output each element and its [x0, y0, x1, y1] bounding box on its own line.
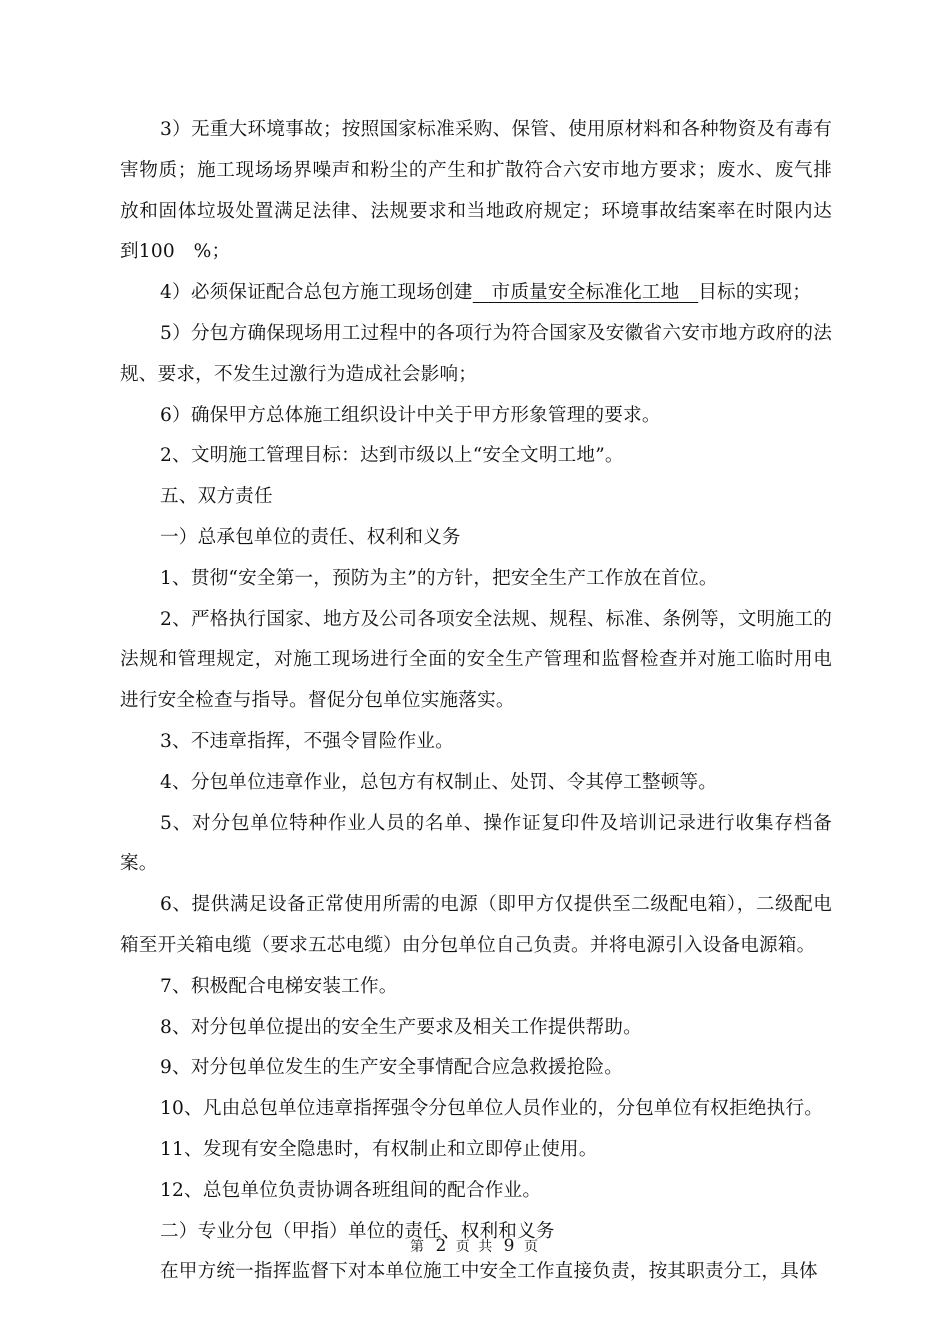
paragraph-civilized-goal: 2、文明施工管理目标：达到市级以上“安全文明工地”。	[160, 445, 624, 467]
subsection-heading-contractor: 一）总承包单位的责任、权利和义务	[160, 526, 461, 548]
paragraph-standardization-goal	[120, 273, 832, 314]
list-item-12: 12、总包单位负责协调各班组间的配合作业。	[160, 1179, 542, 1201]
footer-suffix: 页	[523, 1239, 540, 1255]
list-item-5: 5、对分包单位特种作业人员的名单、操作证复印件及培训记录进行收集存档备案。	[120, 812, 832, 875]
paragraph-subcontractor-intro: 在甲方统一指挥监督下对本单位施工中安全工作直接负责，按其职责分工，具体	[160, 1261, 818, 1283]
goal-underlined-text: 市质量安全标准化工地	[472, 282, 699, 304]
list-item-11: 11、发现有安全隐患时，有权制止和立即停止使用。	[160, 1138, 598, 1160]
document-body	[120, 110, 832, 1293]
subsection-heading-subcontractor: 二）专业分包（甲指）单位的责任、权利和义务	[160, 1220, 555, 1242]
goal-prefix: 4）必须保证配合总包方施工现场创建	[160, 282, 473, 304]
paragraph-image-management: 6）确保甲方总体施工组织设计中关于甲方形象管理的要求。	[160, 404, 661, 426]
footer-middle: 页 共	[455, 1239, 495, 1255]
list-item-7: 7、积极配合电梯安装工作。	[160, 975, 398, 997]
list-item-8: 8、对分包单位提出的安全生产要求及相关工作提供帮助。	[160, 1016, 642, 1038]
list-item-1: 1、贯彻“安全第一，预防为主”的方针，把安全生产工作放在首位。	[160, 567, 718, 589]
list-item-9: 9、对分包单位发生的生产安全事情配合应急救援抢险。	[160, 1057, 624, 1079]
paragraph-env-goal: 3）无重大环境事故；按照国家标准采购、保管、使用原材料和各种物资及有毒有害物质；施工现场场界噪声和粉尘的产生和扩散符合六安市地方要求；废水、废气排放和固体垃圾处置满足法律、法规要求和当地政府规定；环境事故结案率在时限内达到100 %；	[120, 119, 832, 263]
total-page-count: 9	[503, 1236, 515, 1256]
paragraph-employment-conduct: 5）分包方确保现场用工过程中的各项行为符合国家及安徽省六安市地方政府的法规、要求，不发生过激行为造成社会影响；	[120, 322, 832, 385]
list-item-4: 4、分包单位违章作业，总包方有权制止、处罚、令其停工整顿等。	[160, 771, 718, 793]
list-item-6: 6、提供满足设备正常使用所需的电源（即甲方仅提供至二级配电箱），二级配电箱至开关箱电缆（要求五芯电缆）由分包单位自己负责。并将电源引入设备电源箱。	[120, 894, 832, 956]
list-item-10: 10、凡由总包单位违章指挥强令分包单位人员作业的，分包单位有权拒绝执行。	[160, 1098, 824, 1120]
section-heading-responsibilities: 五、双方责任	[160, 486, 273, 508]
page-footer	[0, 1236, 950, 1256]
goal-suffix: 目标的实现；	[698, 282, 812, 304]
footer-prefix: 第	[410, 1239, 427, 1255]
list-item-2: 2、严格执行国家、地方及公司各项安全法规、规程、标准、条例等，文明施工的法规和管理规定，对施工现场进行全面的安全生产管理和监督检查并对施工临时用电进行安全检查与指导。督促分包单位实施落实。	[120, 608, 832, 712]
list-item-3: 3、不违章指挥，不强令冒险作业。	[160, 730, 454, 752]
current-page-number: 2	[435, 1236, 447, 1256]
